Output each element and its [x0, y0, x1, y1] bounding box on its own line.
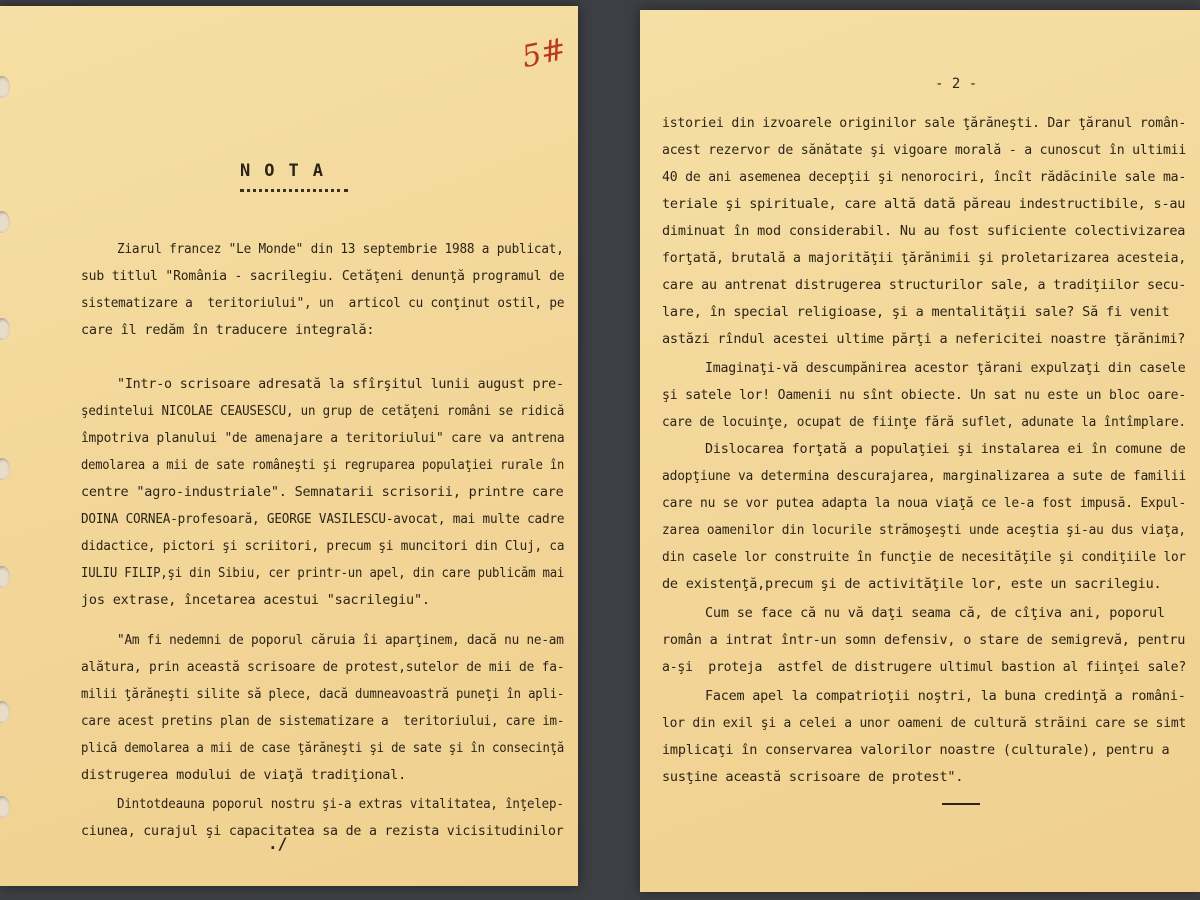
- text-line: jos extrase, încetarea acestui "sacrilegiu".: [81, 592, 430, 608]
- text-line: care nu se vor putea adapta la noua viaţă ce le-a fost impusă. Expul-: [662, 495, 1187, 511]
- text-line: distrugerea modului de viaţă tradiţional.: [81, 767, 407, 783]
- text-line: "Am fi nedemni de poporul căruia îi aparţinem, dacă nu ne-am: [117, 632, 564, 648]
- text-line: lor din exil şi a celei a unor oameni de cultură străini care se simt: [662, 715, 1187, 731]
- text-line: care acest pretins plan de sistematizare a teritoriului, care im-: [81, 713, 565, 729]
- text-line: sub titlul "România - sacrilegiu. Cetăţeni denunţă programul de: [81, 268, 565, 284]
- text-line: diminuat în mod considerabil. Nu au fost suficiente colectivizarea: [662, 223, 1186, 239]
- text-line: DOINA CORNEA-profesoară, GEORGE VASILESCU-avocat, mai multe cadre: [81, 511, 565, 527]
- punch-hole: [0, 211, 10, 233]
- text-line: teriale şi spirituale, care altă dată păreau indestructibile, s-au: [662, 196, 1186, 212]
- text-line: Dislocarea forţată a populaţiei şi instalarea ei în comune de: [705, 441, 1186, 457]
- text-line: şedintelui NICOLAE CEAUSESCU, un grup de cetăţeni români se ridică: [81, 403, 565, 419]
- text-line: istoriei din izvoarele originilor sale ţărăneşti. Dar ţăranul român-: [662, 115, 1187, 131]
- title-underline: [240, 189, 348, 192]
- text-line: ciunea, curajul şi capacitatea sa de a rezista vicisitudinilor: [81, 823, 564, 839]
- text-line: a-şi proteja astfel de distrugere ultimul bastion al fiinţei sale?: [662, 659, 1187, 675]
- text-line: centre "agro-industriale". Semnatarii scrisorii, printre care: [81, 484, 564, 500]
- document-page-right: [640, 10, 1200, 892]
- punch-hole: [0, 458, 10, 480]
- punch-hole: [0, 796, 10, 818]
- text-line: didactice, pictori şi scriitori, precum şi muncitori din Cluj, ca: [81, 538, 565, 554]
- text-line: adopţiune va determina descurajarea, marginalizarea a sute de familii: [662, 468, 1187, 484]
- text-line: implicaţi în conservarea valorilor noastre (culturale), pentru a: [662, 742, 1170, 758]
- text-line: din casele lor construite în funcţie de necesităţile şi condiţiile lor: [662, 549, 1186, 565]
- text-line: astăzi rîndul acestei ultime părţi a nefericitei noastre ţărănimi?: [662, 331, 1186, 347]
- punch-hole: [0, 701, 10, 723]
- punch-hole: [0, 318, 10, 340]
- text-line: Imaginaţi-vă descumpănirea acestor ţărani expulzaţi din casele: [705, 360, 1186, 376]
- text-line: care au antrenat distrugerea structurilor sale, a tradiţiilor secu-: [662, 277, 1187, 293]
- text-line: "Intr-o scrisoare adresată la sfîrşitul lunii august pre-: [117, 376, 564, 392]
- end-rule: [942, 803, 980, 805]
- page-number: - 2 -: [935, 76, 978, 92]
- text-line: 40 de ani asemenea decepţii şi nenorociri, încît rădăcinile sale ma-: [662, 169, 1187, 185]
- text-line: lare, în special religioase, şi a mentalităţii sale? Să fi venit: [662, 304, 1170, 320]
- text-line: Cum se face că nu vă daţi seama că, de cîţiva ani, poporul: [705, 605, 1165, 621]
- handwritten-annotation: 5#: [518, 31, 570, 76]
- text-line: care îl redăm în traducere integrală:: [81, 322, 375, 338]
- text-line: milii ţărăneşti silite să plece, dacă dumneavoastră puneţi în apli-: [81, 686, 565, 702]
- text-line: forţată, brutală a majorităţii ţărănimii şi proletarizarea acesteia,: [662, 250, 1187, 266]
- text-line: zarea oamenilor din locurile strămoşeşti unde aceştia şi-au dus viaţa,: [662, 522, 1186, 538]
- text-line: Dintotdeauna poporul nostru şi-a extras vitalitatea, înţelep-: [117, 796, 564, 812]
- text-line: şi satele lor! Oamenii nu sînt obiecte. Un sat nu este un bloc oare-: [662, 387, 1187, 403]
- punch-hole: [0, 566, 10, 588]
- text-line: român a intrat într-un somn defensiv, o stare de semigrevă, pentru: [662, 632, 1186, 648]
- text-line: plică demolarea a mii de case ţărăneşti şi de sate şi în consecinţă: [81, 740, 565, 756]
- text-line: susţine această scrisoare de protest".: [662, 769, 964, 785]
- text-line: IULIU FILIP,şi din Sibiu, cer printr-un apel, din care publicăm mai: [81, 565, 565, 581]
- text-line: împotriva planului "de amenajare a teritoriului" care va antrena: [81, 430, 565, 446]
- text-line: Ziarul francez "Le Monde" din 13 septembrie 1988 a publicat,: [117, 241, 564, 257]
- text-line: demolarea a mii de sate româneşti şi regruparea populaţiei rurale în: [81, 457, 565, 473]
- text-line: sistematizare a teritoriului", un articol cu conţinut ostil, pe: [81, 295, 565, 311]
- text-line: alătura, prin această scrisoare de protest,sutelor de mii de fa-: [81, 659, 565, 675]
- continuation-marker: ./: [268, 834, 288, 853]
- text-line: Facem apel la compatrioţii noştri, la buna credinţă a români-: [705, 688, 1186, 704]
- page-title: NOTA: [240, 161, 337, 181]
- punch-hole: [0, 76, 10, 98]
- text-line: acest rezervor de sănătate şi vigoare morală - a cunoscut în ultimii: [662, 142, 1187, 158]
- document-page-left: [0, 6, 578, 886]
- text-line: de existenţă,precum şi de activităţile lor, este un sacrilegiu.: [662, 576, 1162, 592]
- text-line: care de locuinţe, ocupat de fiinţe fără suflet, adunate la întîmplare.: [662, 414, 1186, 430]
